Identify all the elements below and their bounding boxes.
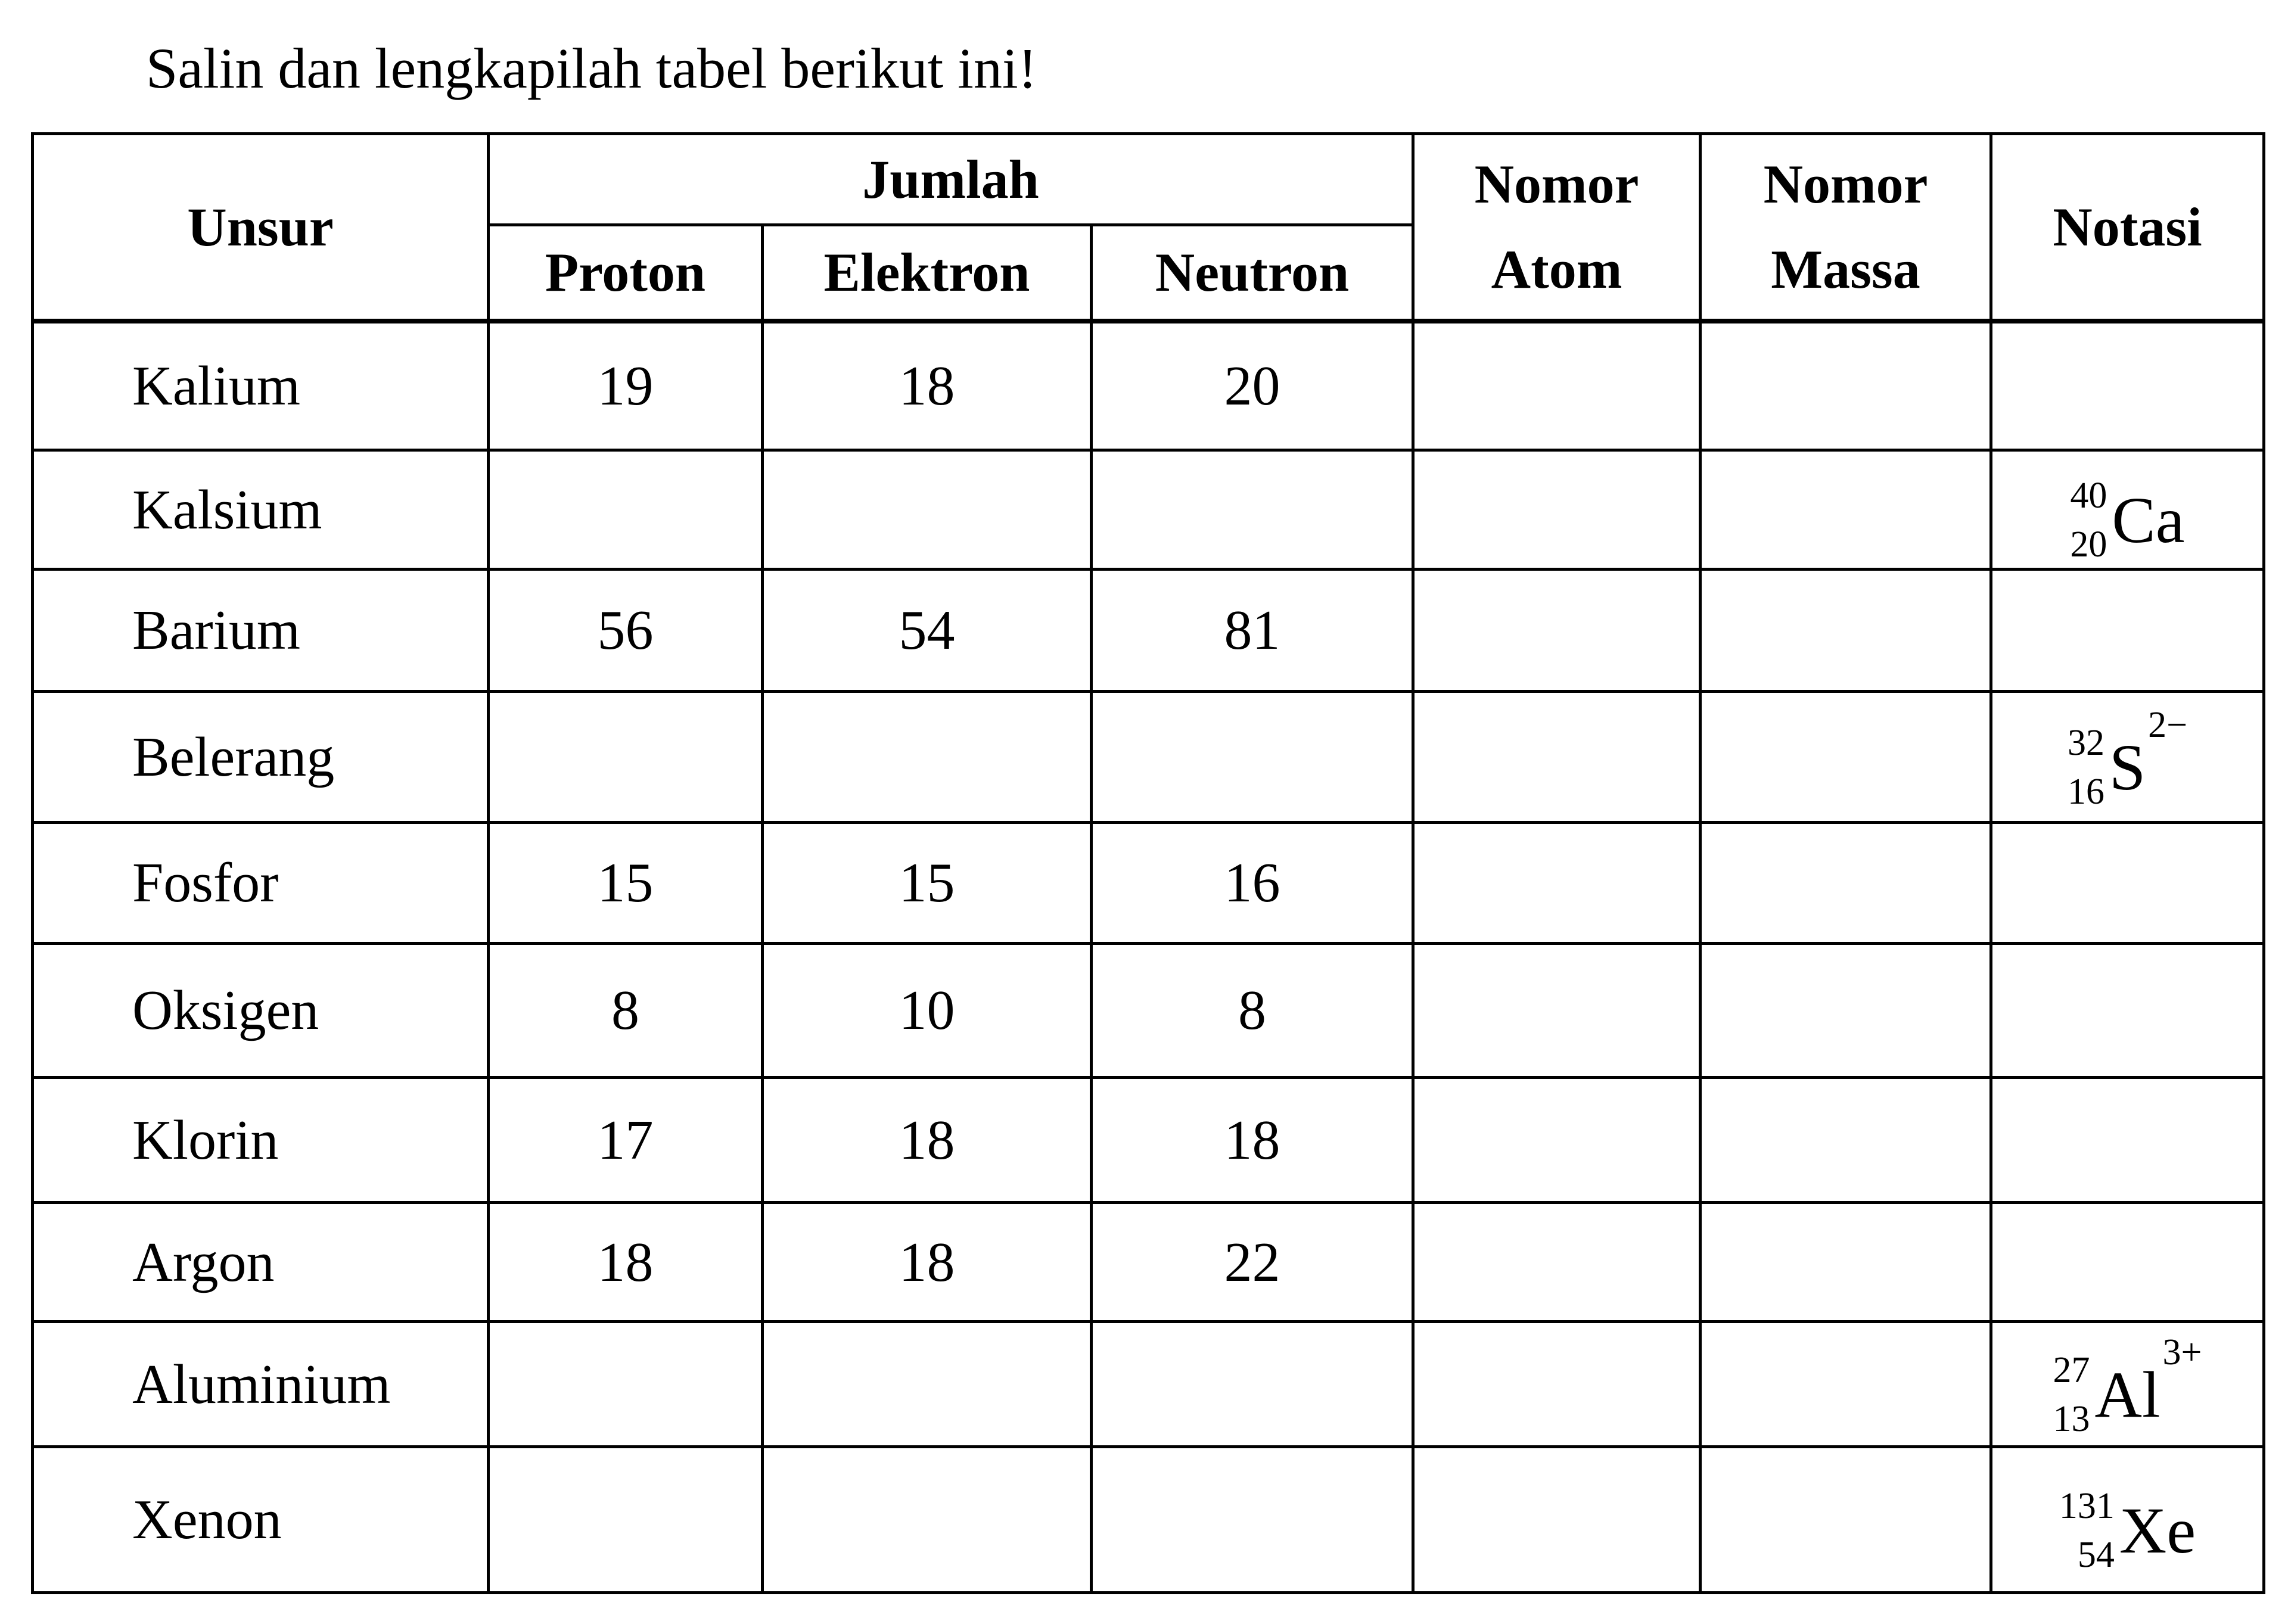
cell-proton: 19	[489, 321, 763, 450]
isotope-numbers	[2068, 724, 2104, 810]
cell-notasi	[1991, 570, 2264, 692]
atomic-number: 54	[2077, 1534, 2115, 1575]
cell-nomor-atom	[1413, 450, 1701, 570]
table-row	[33, 570, 2264, 692]
atomic-number: 20	[2070, 524, 2107, 565]
cell-nomor-atom	[1413, 823, 1701, 944]
cell-elektron: 54	[763, 570, 1092, 692]
element-table	[31, 132, 2265, 1594]
header-proton: Proton	[489, 225, 763, 322]
cell-unsur: Kalsium	[33, 450, 489, 570]
atomic-number: 13	[2053, 1399, 2090, 1439]
cell-elektron	[763, 450, 1092, 570]
table-row	[33, 1203, 2264, 1322]
element-symbol: Ca	[2112, 484, 2185, 556]
cell-notasi	[1991, 1078, 2264, 1203]
atomic-number: 16	[2067, 771, 2104, 812]
table-row	[33, 450, 2264, 570]
table-row	[33, 1322, 2264, 1447]
cell-proton: 15	[489, 823, 763, 944]
cell-nomor-massa	[1701, 1447, 1991, 1593]
nuclide-notation	[2053, 1332, 2202, 1439]
header-jumlah: Jumlah	[489, 134, 1413, 225]
cell-nomor-massa	[1701, 1322, 1991, 1447]
cell-neutron: 22	[1092, 1203, 1413, 1322]
cell-proton	[489, 1322, 763, 1447]
instruction-text: Salin dan lengkapilah tabel berikut ini!	[146, 36, 1037, 100]
header-row-top	[33, 134, 2264, 225]
cell-elektron: 15	[763, 823, 1092, 944]
header-unsur: Unsur	[33, 134, 489, 322]
cell-nomor-atom	[1413, 1203, 1701, 1322]
cell-unsur: Fosfor	[33, 823, 489, 944]
header-nomor-massa-line2: Massa	[1771, 239, 1920, 300]
header-nomor-atom-line1: Nomor	[1474, 154, 1639, 214]
nuclide-notation	[2070, 477, 2184, 563]
cell-neutron: 8	[1092, 944, 1413, 1078]
mass-number: 131	[2059, 1485, 2115, 1526]
cell-unsur: Xenon	[33, 1447, 489, 1593]
cell-elektron	[763, 692, 1092, 823]
isotope-numbers	[2053, 1352, 2090, 1438]
header-elektron: Elektron	[763, 225, 1092, 322]
cell-elektron	[763, 1322, 1092, 1447]
cell-nomor-massa	[1701, 570, 1991, 692]
table-body	[33, 321, 2264, 1593]
cell-neutron	[1092, 692, 1413, 823]
element-symbol: Al	[2094, 1358, 2160, 1431]
nuclide-notation	[2059, 1485, 2196, 1575]
element-symbol: Xe	[2119, 1494, 2196, 1567]
table-row	[33, 1447, 2264, 1593]
cell-unsur: Barium	[33, 570, 489, 692]
cell-elektron: 18	[763, 1078, 1092, 1203]
cell-unsur: Belerang	[33, 692, 489, 823]
element-symbol: S	[2109, 731, 2146, 804]
header-nomor-massa	[1701, 134, 1991, 322]
cell-neutron	[1092, 1322, 1413, 1447]
cell-nomor-massa	[1701, 692, 1991, 823]
cell-elektron	[763, 1447, 1092, 1593]
header-nomor-massa-line1: Nomor	[1763, 154, 1928, 214]
cell-notasi	[1991, 1322, 2264, 1447]
cell-unsur: Argon	[33, 1203, 489, 1322]
table-row	[33, 823, 2264, 944]
header-neutron: Neutron	[1092, 225, 1413, 322]
table-row	[33, 944, 2264, 1078]
cell-nomor-atom	[1413, 1322, 1701, 1447]
cell-unsur: Klorin	[33, 1078, 489, 1203]
cell-nomor-massa	[1701, 450, 1991, 570]
table-row	[33, 692, 2264, 823]
cell-nomor-atom	[1413, 321, 1701, 450]
cell-nomor-massa	[1701, 321, 1991, 450]
cell-notasi	[1991, 1447, 2264, 1593]
cell-neutron	[1092, 1447, 1413, 1593]
ion-charge: 2−	[2148, 705, 2188, 745]
cell-unsur: Oksigen	[33, 944, 489, 1078]
cell-nomor-atom	[1413, 1078, 1701, 1203]
cell-proton: 18	[489, 1203, 763, 1322]
cell-nomor-massa	[1701, 944, 1991, 1078]
nuclide-notation	[2067, 705, 2188, 812]
cell-elektron: 18	[763, 321, 1092, 450]
cell-notasi	[1991, 692, 2264, 823]
header-nomor-atom-line2: Atom	[1491, 239, 1622, 300]
cell-notasi	[1991, 321, 2264, 450]
cell-elektron: 10	[763, 944, 1092, 1078]
cell-notasi	[1991, 1203, 2264, 1322]
cell-proton	[489, 692, 763, 823]
cell-nomor-atom	[1413, 692, 1701, 823]
cell-notasi	[1991, 944, 2264, 1078]
cell-neutron: 20	[1092, 321, 1413, 450]
cell-nomor-massa	[1701, 823, 1991, 944]
cell-neutron: 16	[1092, 823, 1413, 944]
cell-neutron: 18	[1092, 1078, 1413, 1203]
cell-proton	[489, 450, 763, 570]
cell-elektron: 18	[763, 1203, 1092, 1322]
cell-unsur: Kalium	[33, 321, 489, 450]
cell-nomor-massa	[1701, 1078, 1991, 1203]
cell-nomor-atom	[1413, 944, 1701, 1078]
mass-number: 27	[2053, 1350, 2090, 1390]
cell-proton	[489, 1447, 763, 1593]
ion-charge: 3+	[2162, 1332, 2202, 1373]
mass-number: 32	[2067, 723, 2104, 763]
isotope-numbers	[2070, 477, 2107, 563]
mass-number: 40	[2070, 475, 2107, 516]
cell-proton: 17	[489, 1078, 763, 1203]
cell-neutron	[1092, 450, 1413, 570]
cell-unsur: Aluminium	[33, 1322, 489, 1447]
cell-notasi	[1991, 450, 2264, 570]
header-notasi: Notasi	[1991, 134, 2264, 322]
cell-nomor-atom	[1413, 570, 1701, 692]
table-row	[33, 321, 2264, 450]
cell-nomor-massa	[1701, 1203, 1991, 1322]
cell-proton: 56	[489, 570, 763, 692]
isotope-numbers	[2059, 1485, 2115, 1575]
cell-proton: 8	[489, 944, 763, 1078]
table-row	[33, 1078, 2264, 1203]
cell-notasi	[1991, 823, 2264, 944]
cell-nomor-atom	[1413, 1447, 1701, 1593]
cell-neutron: 81	[1092, 570, 1413, 692]
header-nomor-atom	[1413, 134, 1701, 322]
